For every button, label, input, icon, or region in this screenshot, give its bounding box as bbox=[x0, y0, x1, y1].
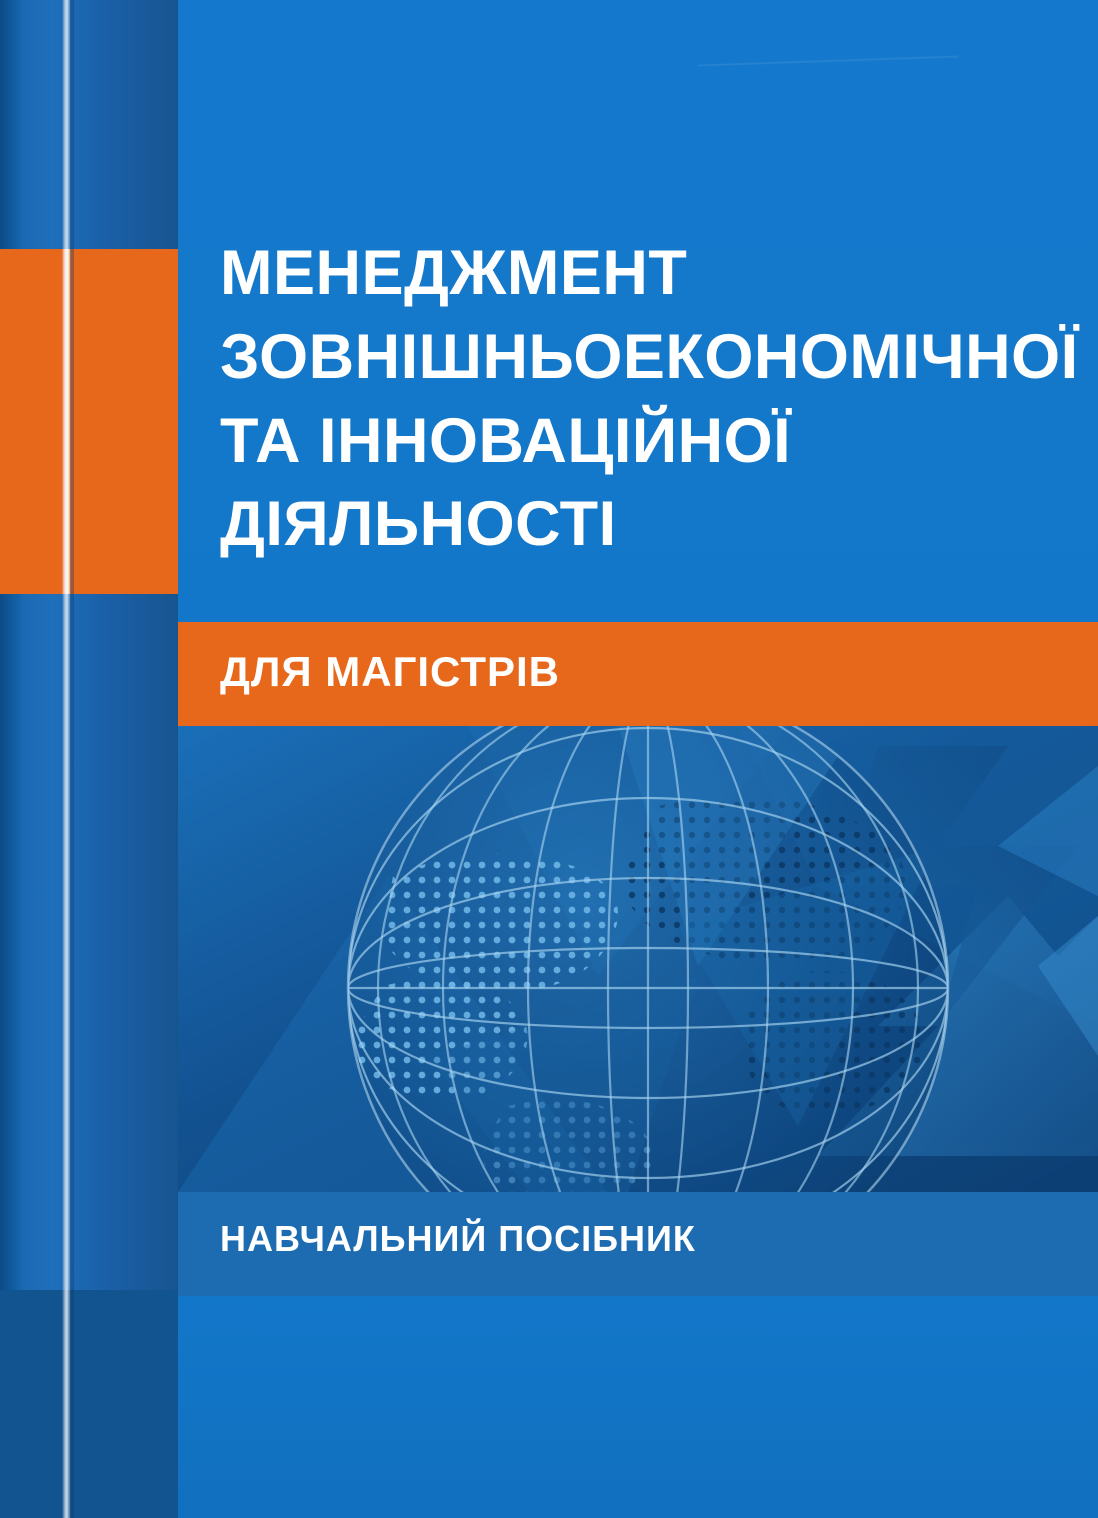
cover-bottom-fill bbox=[178, 1296, 1098, 1518]
spine-bottom-block bbox=[0, 1290, 178, 1518]
scuff-mark bbox=[698, 55, 958, 66]
cover-title bbox=[220, 232, 1080, 567]
cover-caption: НАВЧАЛЬНИЙ ПОСІБНИК bbox=[220, 1218, 696, 1259]
cover-subtitle: ДЛЯ МАГІСТРІВ bbox=[220, 648, 560, 695]
title-line-2: ЗОВНІШНЬОЕКОНОМІЧНОЇ bbox=[220, 321, 1079, 392]
title-line-3: ТА ІННОВАЦІЙНОЇ bbox=[220, 405, 792, 476]
subtitle-band bbox=[178, 622, 1098, 726]
cover-front-face bbox=[178, 0, 1098, 1518]
spine-orange-block bbox=[0, 249, 178, 594]
title-line-1: МЕНЕДЖМЕНТ bbox=[220, 238, 688, 308]
book-spine bbox=[0, 0, 178, 1518]
globe-arrows-icon bbox=[178, 726, 1098, 1192]
caption-band bbox=[178, 1192, 1098, 1296]
spine-crease-shadow bbox=[70, 0, 74, 1518]
title-line-4: ДІЯЛЬНОСТІ bbox=[220, 489, 617, 560]
